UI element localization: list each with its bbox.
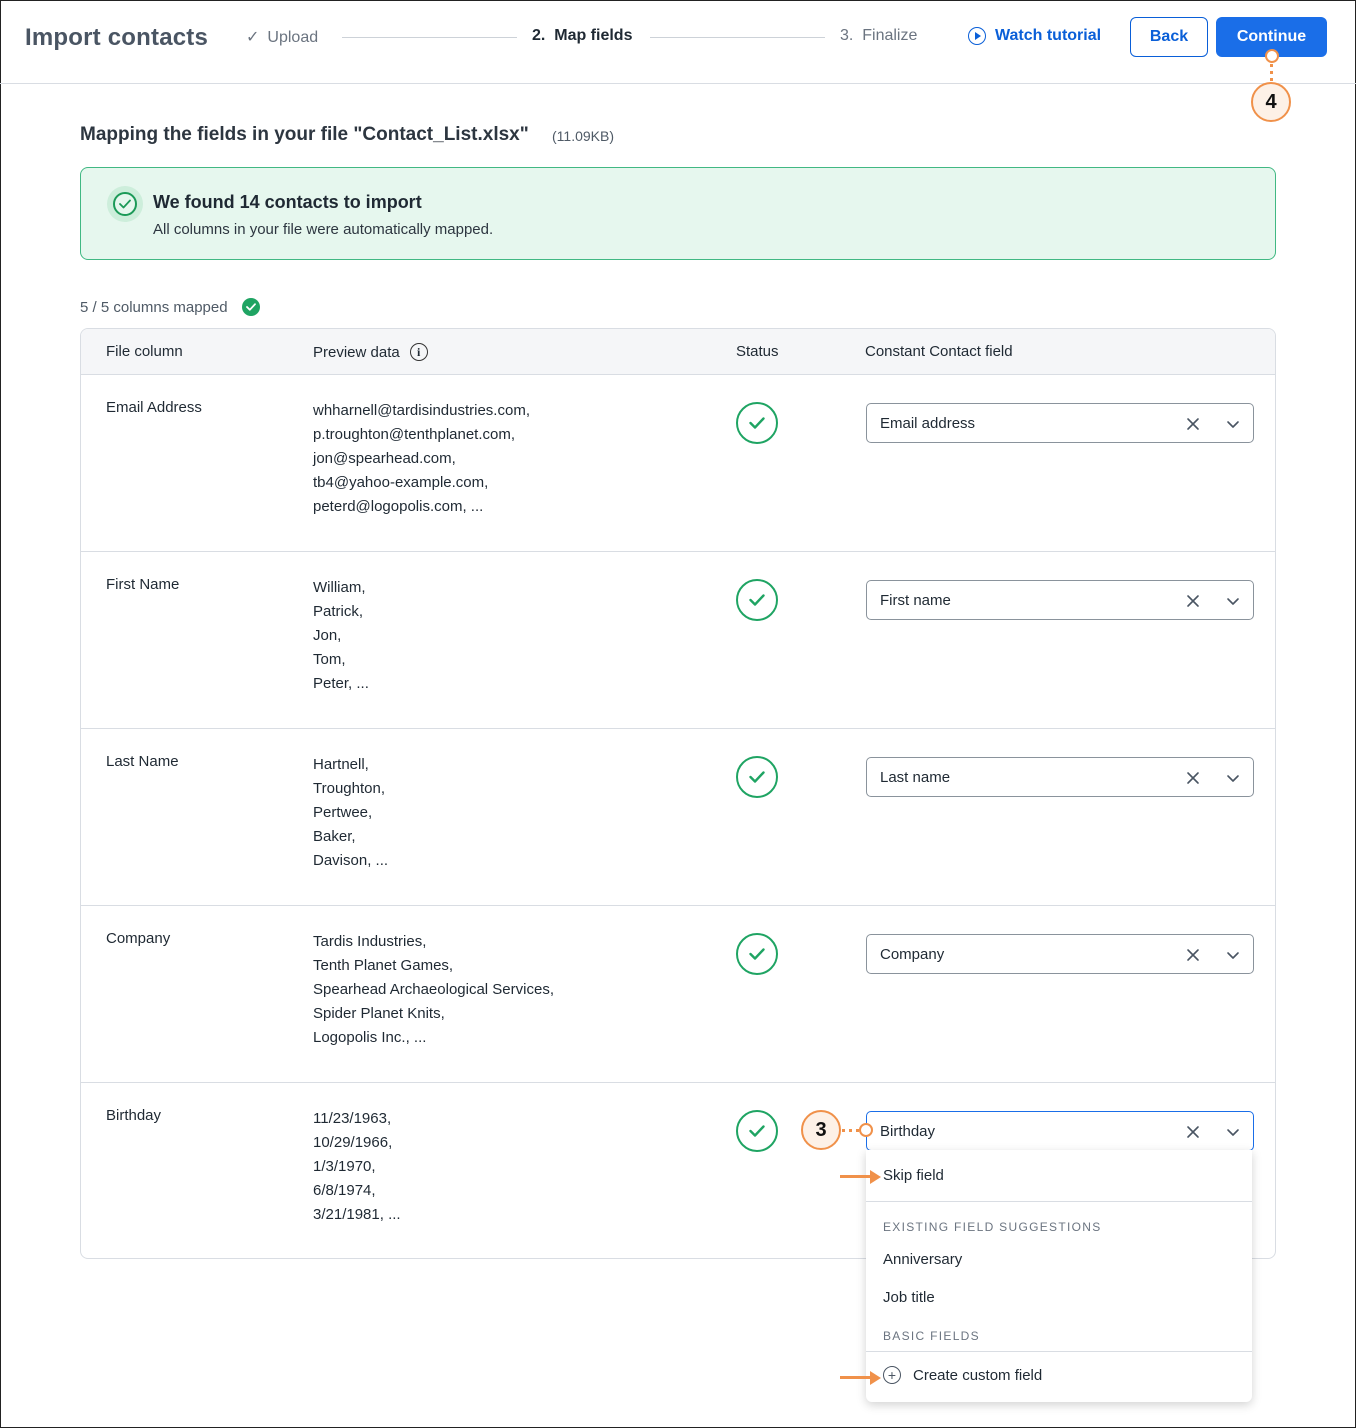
field-select-value: Last name [880, 769, 951, 786]
file-column-name: Email Address [106, 399, 202, 416]
step-map-fields-label: Map fields [554, 27, 633, 44]
plus-circle-icon: + [883, 1366, 901, 1384]
preview-value: 10/29/1966, [313, 1134, 393, 1151]
file-size: (11.09KB) [552, 128, 614, 144]
chevron-down-icon[interactable] [1226, 594, 1240, 608]
preview-data [313, 1107, 401, 1227]
step-upload-label: Upload [267, 29, 319, 46]
clear-icon[interactable] [1184, 415, 1202, 433]
table-row [81, 375, 1275, 552]
field-select[interactable] [866, 934, 1254, 974]
step-number: 2. [532, 27, 546, 44]
mapped-count: 5 / 5 columns mapped [80, 298, 228, 316]
watch-tutorial-label: Watch tutorial [995, 27, 1102, 44]
table-row [81, 552, 1275, 729]
preview-value: peterd@logopolis.com, ... [313, 498, 484, 515]
mapped-summary [80, 298, 260, 316]
step-upload[interactable] [246, 27, 318, 47]
preview-data [313, 930, 554, 1050]
preview-value: Jon, [313, 627, 342, 644]
callout-anchor [1265, 49, 1279, 63]
column-header-field: Constant Contact field [865, 343, 1013, 360]
preview-value: 3/21/1981, ... [313, 1206, 401, 1223]
back-button[interactable]: Back [1130, 17, 1208, 57]
field-select[interactable] [866, 757, 1254, 797]
status-check-icon [736, 933, 778, 975]
field-select-value: First name [880, 592, 951, 609]
file-column-name: First Name [106, 576, 180, 593]
status-check-icon [736, 402, 778, 444]
divider [866, 1351, 1252, 1352]
preview-data [313, 399, 530, 519]
field-select-value: Birthday [880, 1123, 936, 1140]
preview-value: Hartnell, [313, 756, 369, 773]
chevron-down-icon[interactable] [1226, 948, 1240, 962]
column-header-file: File column [106, 343, 183, 360]
step-finalize-label: Finalize [862, 27, 918, 44]
preview-value: p.troughton@tenthplanet.com, [313, 426, 516, 443]
field-select-value: Email address [880, 415, 976, 432]
play-circle-icon [968, 27, 986, 45]
preview-value: tb4@yahoo-example.com, [313, 474, 489, 491]
dropdown-option-anniversary[interactable]: Anniversary [883, 1251, 963, 1268]
step-map-fields[interactable] [532, 27, 632, 45]
column-header-status: Status [736, 343, 779, 360]
preview-value: whharnell@tardisindustries.com, [313, 402, 530, 419]
field-select[interactable] [866, 1111, 1254, 1151]
checkmark-icon: ✓ [246, 29, 260, 46]
preview-value: 6/8/1974, [313, 1182, 376, 1199]
preview-data [313, 576, 369, 696]
mapping-table [80, 328, 1276, 1259]
watch-tutorial-link[interactable] [968, 27, 1101, 45]
arrow-indicator [840, 1175, 872, 1178]
preview-value: Tardis Industries, [313, 933, 427, 950]
callout-anchor [859, 1123, 873, 1137]
step-divider [342, 37, 517, 38]
table-row [81, 729, 1275, 906]
preview-value: 11/23/1963, [313, 1110, 392, 1127]
preview-value: Patrick, [313, 603, 364, 620]
field-select[interactable] [866, 403, 1254, 443]
table-row [81, 906, 1275, 1083]
dropdown-group-basic: BASIC FIELDS [883, 1329, 980, 1343]
column-header-preview-label: Preview data [313, 343, 400, 361]
clear-icon[interactable] [1184, 1123, 1202, 1141]
file-column-name: Last Name [106, 753, 179, 770]
field-dropdown-menu [866, 1150, 1252, 1402]
step-divider [650, 37, 825, 38]
preview-value: Baker, [313, 828, 356, 845]
field-select-value: Company [880, 946, 945, 963]
preview-value: Tenth Planet Games, [313, 957, 454, 974]
step-number: 3. [840, 27, 854, 44]
check-circle-icon [242, 298, 260, 316]
preview-data [313, 753, 388, 873]
check-circle-icon [107, 186, 143, 222]
clear-icon[interactable] [1184, 946, 1202, 964]
preview-value: Tom, [313, 651, 346, 668]
chevron-down-icon[interactable] [1226, 1125, 1240, 1139]
preview-value: 1/3/1970, [313, 1158, 376, 1175]
status-check-icon [736, 756, 778, 798]
info-icon[interactable]: i [410, 343, 428, 361]
chevron-down-icon[interactable] [1226, 771, 1240, 785]
preview-value: Spider Planet Knits, [313, 1005, 445, 1022]
banner-message: All columns in your file were automatically mapped. [153, 221, 494, 238]
clear-icon[interactable] [1184, 769, 1202, 787]
preview-value: Logopolis Inc., ... [313, 1029, 427, 1046]
field-select[interactable] [866, 580, 1254, 620]
create-custom-field-option[interactable] [883, 1366, 1042, 1384]
callout-badge: 3 [801, 1110, 841, 1150]
create-custom-field-label: Create custom field [913, 1366, 1043, 1384]
chevron-down-icon[interactable] [1226, 417, 1240, 431]
file-column-name: Birthday [106, 1107, 162, 1124]
continue-button[interactable]: Continue [1216, 17, 1327, 57]
dropdown-option-job-title[interactable]: Job title [883, 1289, 935, 1306]
preview-value: Spearhead Archaeological Services, [313, 981, 554, 998]
dropdown-option-skip[interactable]: Skip field [883, 1167, 944, 1184]
column-header-preview [313, 343, 428, 361]
header [0, 0, 1356, 84]
file-column-name: Company [106, 930, 171, 947]
divider [866, 1201, 1252, 1202]
preview-value: William, [313, 579, 366, 596]
callout-badge: 4 [1251, 82, 1291, 122]
table-header [81, 329, 1275, 375]
preview-value: Pertwee, [313, 804, 373, 821]
status-check-icon [736, 1110, 778, 1152]
success-banner [80, 167, 1276, 260]
step-finalize[interactable] [840, 27, 917, 45]
callout-connector [1270, 64, 1273, 81]
status-check-icon [736, 579, 778, 621]
banner-heading: We found 14 contacts to import [153, 192, 422, 212]
callout-connector [842, 1129, 859, 1132]
preview-value: Troughton, [313, 780, 385, 797]
clear-icon[interactable] [1184, 592, 1202, 610]
preview-value: Peter, ... [313, 675, 369, 692]
preview-value: Davison, ... [313, 852, 389, 869]
page-title: Import contacts [25, 24, 209, 51]
file-title: Mapping the fields in your file "Contact_List.xlsx" [80, 124, 529, 145]
dropdown-group-existing: EXISTING FIELD SUGGESTIONS [883, 1220, 1102, 1234]
arrow-indicator [840, 1376, 872, 1379]
preview-value: jon@spearhead.com, [313, 450, 456, 467]
